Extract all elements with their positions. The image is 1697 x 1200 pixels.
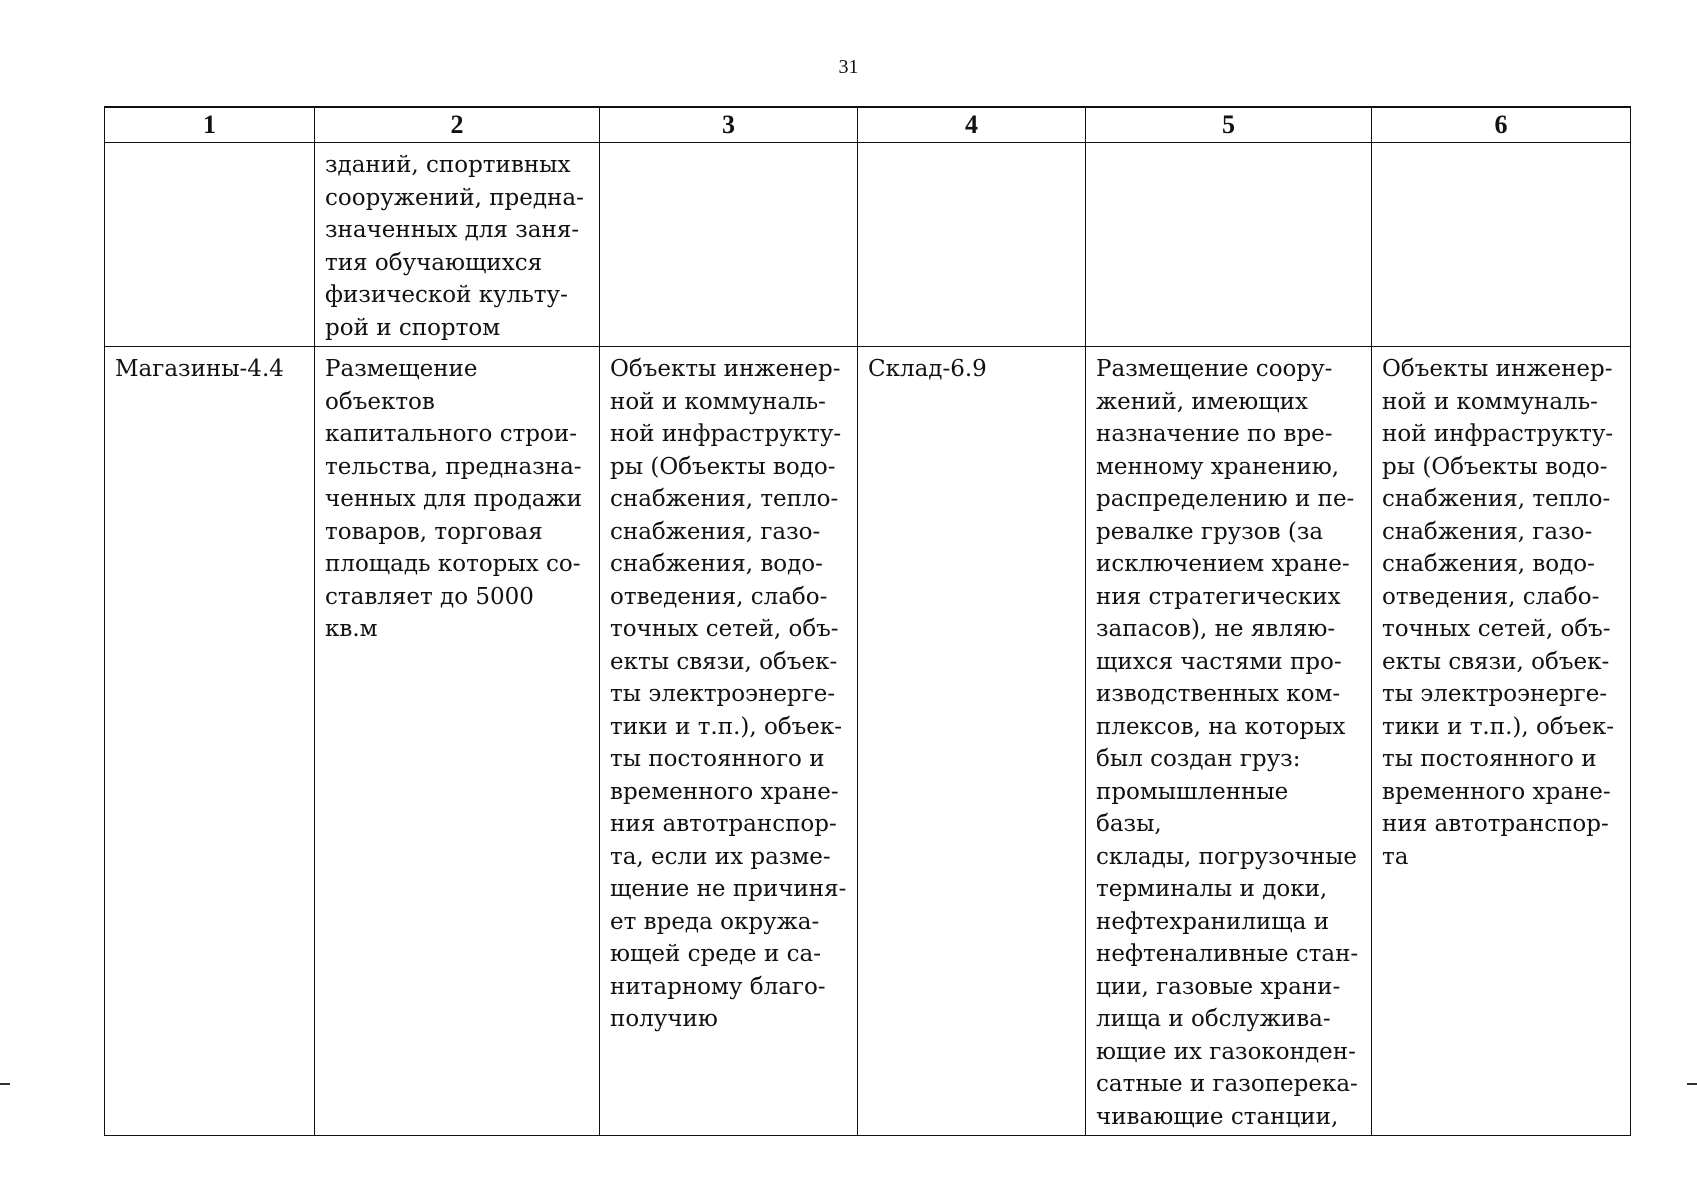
page-number: 31 <box>838 56 859 78</box>
table-cell <box>1372 143 1631 347</box>
table-cell: Размещение объектов капитального строи- тельства, предназна- ченных для продажи товаров, торговая площадь которых со- ставляет до 5000 кв.м <box>315 347 600 1136</box>
scan-edge-mark <box>1687 1083 1697 1085</box>
scan-edge-mark <box>0 1083 10 1085</box>
table-row <box>105 347 1631 1136</box>
table-cell: Размещение соору- жений, имеющих назначение по вре- менному хранению, распределению и пе- ревалке грузов (за исключением хране- ния стратегических запасов), не являю- щихся частями про- изводственных ком- плексов, на которых был создан груз: промышленные базы, склады, погрузочные терминалы и доки, нефтехранилища и нефтеналивные стан- ции, газовые храни- лища и обслужива- ющие их газоконден- сатные и газоперека- чивающие станции, <box>1086 347 1372 1136</box>
column-header-2: 2 <box>315 107 600 143</box>
table-cell <box>600 143 858 347</box>
table-cell: Склад-6.9 <box>858 347 1086 1136</box>
table-cell <box>105 143 315 347</box>
column-header-5: 5 <box>1086 107 1372 143</box>
table-cell: Объекты инженер- ной и коммуналь- ной инфраструкту- ры (Объекты водо- снабжения, тепло- снабжения, газо- снабжения, водо- отведения, слабо- точных сетей, объ- екты связи, объек- ты электроэнерге- тики и т.п.), объек- ты постоянного и временного хране- ния автотранспор- та, если их разме- щение не причиня- ет вреда окружа- ющей среде и са- нитарному благо- получию <box>600 347 858 1136</box>
column-header-3: 3 <box>600 107 858 143</box>
table-row <box>105 143 1631 347</box>
table-cell <box>858 143 1086 347</box>
column-header-4: 4 <box>858 107 1086 143</box>
header-row <box>105 107 1631 143</box>
land-use-table <box>104 106 1631 1136</box>
column-header-6: 6 <box>1372 107 1631 143</box>
table-cell: Объекты инженер- ной и коммуналь- ной инфраструкту- ры (Объекты водо- снабжения, тепло- снабжения, газо- снабжения, водо- отведения, слабо- точных сетей, объ- екты связи, объек- ты электроэнерге- тики и т.п.), объек- ты постоянного и временного хране- ния автотранспор- та <box>1372 347 1631 1136</box>
column-header-1: 1 <box>105 107 315 143</box>
table-cell <box>1086 143 1372 347</box>
table-cell: зданий, спортивных сооружений, предна- значенных для заня- тия обучающихся физической культу- рой и спортом <box>315 143 600 347</box>
table-cell: Магазины-4.4 <box>105 347 315 1136</box>
